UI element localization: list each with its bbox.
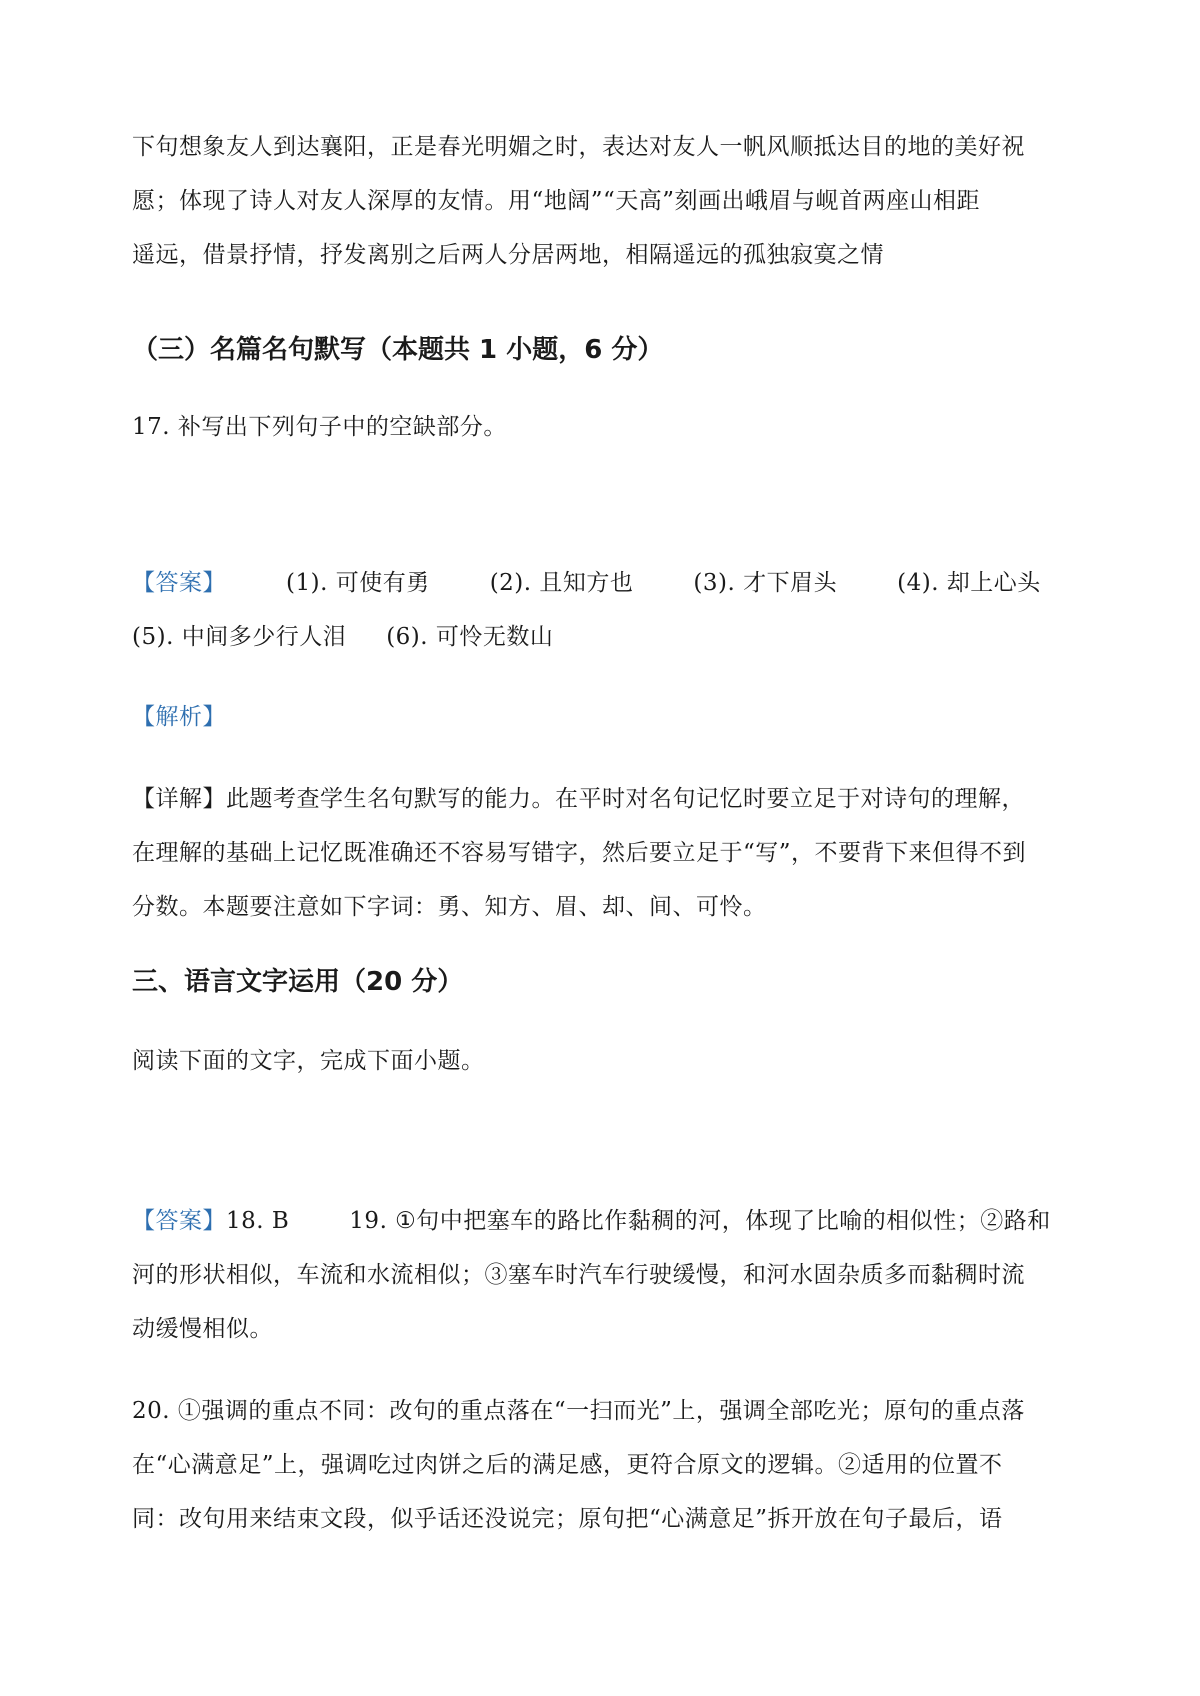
question-17-prompt [132,400,1082,454]
answer-tag: 【答案】 [132,570,226,596]
section-heading-poetry-recitation: （三）名篇名句默写（本题共 1 小题，6 分） [132,335,664,365]
prev-analysis-paragraph [132,120,1082,282]
answer-line [132,1194,1082,1248]
text-line: 同：改句用来结束文段，似乎话还没说完；原句把“心满意足”拆开放在句子最后，语 [132,1506,1003,1532]
text-line: 在理解的基础上记忆既准确还不容易写错字，然后要立足于“写”，不要背下来但得不到 [132,840,1027,866]
question-17-analysis [132,690,1082,744]
question-text: 17. 补写出下列句子中的空缺部分。 [132,414,507,440]
answer-item: (5). 中间多少行人泪 [132,624,347,650]
text-line: 在“心满意足”上，强调吃过肉饼之后的满足感，更符合原文的逻辑。②适用的位置不 [132,1452,1003,1478]
prompt-text: 阅读下面的文字，完成下面小题。 [132,1048,485,1074]
text-line: 20. ①强调的重点不同：改句的重点落在“一扫而光”上，强调全部吃光；原句的重点落 [132,1398,1025,1424]
text-line: 动缓慢相似。 [132,1316,273,1342]
answer-item: (4). 却上心头 [897,570,1041,596]
answer-tag: 【答案】 [132,1208,226,1234]
answer-item: (3). 才下眉头 [693,570,838,596]
text-line: 河的形状相似，车流和水流相似；③塞车时汽车行驶缓慢，和河水固杂质多而黏稠时流 [132,1262,1025,1288]
question-17-answers [132,556,1082,664]
text-line: 【详解】此题考查学生名句默写的能力。在平时对名句记忆时要立足于对诗句的理解， [132,786,1025,812]
text-line: 分数。本题要注意如下字词：勇、知方、眉、却、间、可怜。 [132,894,767,920]
text-line: 愿；体现了诗人对友人深厚的友情。用“地阔”“天高”刻画出峨眉与岘首两座山相距 [132,188,981,214]
answer-item: (1). 可使有勇 [286,570,430,596]
answer-item: (2). 且知方也 [489,570,634,596]
question-17-detail [132,772,1082,934]
answer-line [132,610,1082,664]
answer-20 [132,1384,1082,1546]
answers-18-19 [132,1194,1082,1356]
text-line: 遥远，借景抒情，抒发离别之后两人分居两地，相隔遥远的孤独寂寞之情 [132,242,884,268]
answer-line [132,556,1082,610]
part-heading-language-use: 三、语言文字运用（20 分） [132,967,464,997]
answer-19-start: 19. ①句中把塞车的路比作黏稠的河，体现了比喻的相似性；②路和 [349,1208,1051,1234]
text-line: 下句想象友人到达襄阳，正是春光明媚之时，表达对友人一帆风顺抵达目的地的美好祝 [132,134,1025,160]
answer-item: (6). 可怜无数山 [386,624,554,650]
analysis-tag: 【解析】 [132,704,226,730]
reading-prompt [132,1034,1082,1088]
answer-18: 18. B [226,1208,290,1234]
